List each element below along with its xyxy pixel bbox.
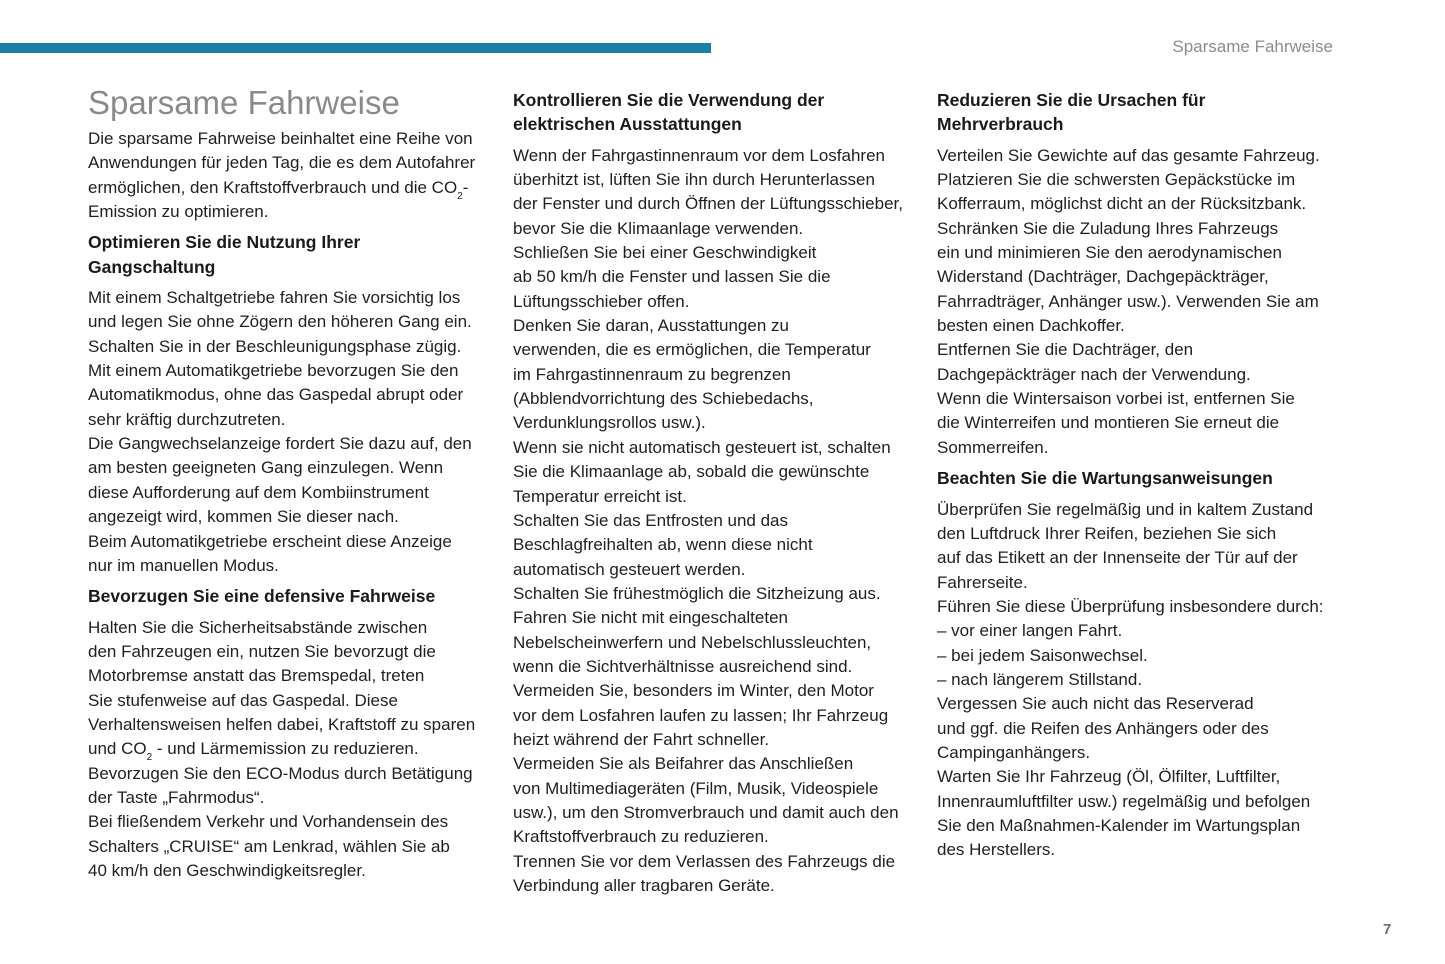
text-line: Beschlagfreihalten ab, wenn diese nicht [513, 535, 813, 555]
text-line: Fahrradträger, Anhänger usw.). Verwenden Sie am [937, 291, 1319, 311]
text-line: die Winterreifen und montieren Sie erneut die [937, 413, 1280, 433]
bullet-item: – bei jedem Saisonwechsel. [937, 645, 1148, 665]
text-line: Sie die Klimaanlage ab, sobald die gewünschte [513, 462, 870, 482]
text-line: im Fahrgastinnenraum zu begrenzen [513, 364, 791, 384]
text-line: Sommerreifen. [937, 437, 1049, 457]
text-line: nur im manuellen Modus. [88, 555, 279, 575]
page-title: Sparsame Fahrweise [88, 84, 400, 121]
text-line: Sie den Maßnahmen-Kalender im Wartungsplan [937, 815, 1301, 835]
text-line: Schalters „CRUISE“ am Lenkrad, wählen Sie ab [88, 836, 450, 856]
column-1 [88, 84, 488, 889]
text-line: Temperatur erreicht ist. [513, 486, 687, 506]
text-line: Entfernen Sie die Dachträger, den [937, 340, 1194, 360]
text-line: Wenn die Wintersaison vorbei ist, entfernen Sie [937, 389, 1295, 409]
text-line: des Herstellers. [937, 840, 1056, 860]
text-line: automatisch gesteuert werden. [513, 559, 746, 579]
text-line: Die Gangwechselanzeige fordert Sie dazu auf, den [88, 434, 472, 454]
text-line: Verhaltensweisen helfen dabei, Kraftstoff zu sparen [88, 714, 476, 734]
text-line: überhitzt ist, lüften Sie ihn durch Herunterlassen [513, 170, 875, 190]
text-line: ab 50 km/h die Fenster und lassen Sie die [513, 267, 831, 287]
text-line: Schalten Sie frühestmöglich die Sitzheizung aus. [513, 583, 881, 603]
text-line: Bevorzugen Sie den ECO-Modus durch Betätigung [88, 763, 473, 783]
text-line: sehr kräftig durchzutreten. [88, 409, 286, 429]
text-line: Trennen Sie vor dem Verlassen des Fahrzeugs die [513, 851, 896, 871]
page-number: 7 [1383, 921, 1392, 938]
text-line: (Abblendvorrichtung des Schiebedachs, [513, 389, 814, 409]
text-line: und ggf. die Reifen des Anhängers oder des [937, 718, 1269, 738]
text-line: heizt während der Fahrt schneller. [513, 729, 770, 749]
text-line: angezeigt wird, kommen Sie dieser nach. [88, 507, 399, 527]
text-line: Nebelscheinwerfern und Nebelschlussleuchten, [513, 632, 872, 652]
text-line: der Fenster und durch Öffnen der Lüftungsschieber, [513, 194, 903, 214]
wartung-paragraph [937, 498, 1337, 863]
text-line: Fahrerseite. [937, 572, 1028, 592]
bullet-item: – nach längerem Stillstand. [937, 669, 1143, 689]
text-line: Automatikmodus, ohne das Gaspedal abrupt oder [88, 385, 464, 405]
text-line: vor dem Losfahren laufen zu lassen; Ihr Fahrzeug [513, 705, 889, 725]
text-line: bevor Sie die Klimaanlage verwenden. [513, 218, 804, 238]
text-line: Mit einem Automatikgetriebe bevorzugen Sie den [88, 361, 459, 381]
text-line: Vermeiden Sie als Beifahrer das Anschließen [513, 754, 854, 774]
text-line: besten einen Dachkoffer. [937, 316, 1125, 336]
text-line: Platzieren Sie die schwersten Gepäckstücke im [937, 170, 1296, 190]
text-line: Kofferraum, möglichst dicht an der Rücksitzbank. [937, 194, 1307, 214]
text-line: verwenden, die es ermöglichen, die Temperatur [513, 340, 871, 360]
header-accent-bar [0, 43, 711, 53]
text-line: Schalten Sie das Entfrosten und das [513, 510, 789, 530]
text-line: ein und minimieren Sie den aerodynamischen [937, 243, 1282, 263]
text-line: Sie stufenweise auf das Gaspedal. Diese [88, 690, 398, 710]
text-line: Campinganhängers. [937, 742, 1091, 762]
section-heading-wartung: Beachten Sie die Wartungsanweisungen [937, 468, 1273, 489]
text-line: auf das Etikett an der Innenseite der Tür auf der [937, 548, 1298, 568]
section-heading-mehrverbrauch: Reduzieren Sie die Ursachen für Mehrverbrauch [937, 90, 1206, 135]
text-line: Lüftungsschieber offen. [513, 291, 690, 311]
text-line: Vermeiden Sie, besonders im Winter, den Motor [513, 681, 874, 701]
text-line: den Luftdruck Ihrer Reifen, beziehen Sie sich [937, 523, 1277, 543]
text-line: Schließen Sie bei einer Geschwindigkeit [513, 243, 817, 263]
text-line: Kraftstoffverbrauch zu reduzieren. [513, 827, 769, 847]
running-header: Sparsame Fahrweise [1172, 37, 1333, 56]
text-line: Vergessen Sie auch nicht das Reserverad [937, 694, 1254, 714]
gangschaltung-paragraph [88, 286, 488, 578]
text-line: der Taste „Fahrmodus“. [88, 787, 265, 807]
wartung-bullet-list [937, 619, 1337, 692]
text-line: Innenraumluftfilter usw.) regelmäßig und befolgen [937, 791, 1311, 811]
text-line: Beim Automatikgetriebe erscheint diese Anzeige [88, 531, 452, 551]
section-heading-gangschaltung: Optimieren Sie die Nutzung Ihrer Gangschaltung [88, 232, 361, 277]
text-line: Verteilen Sie Gewichte auf das gesamte Fahrzeug. [937, 145, 1320, 165]
text-line: Verbindung aller tragbaren Geräte. [513, 876, 775, 895]
text-line: Mit einem Schaltgetriebe fahren Sie vorsichtig los [88, 288, 461, 308]
bullet-item: – vor einer langen Fahrt. [937, 621, 1123, 641]
text-line: den Fahrzeugen ein, nutzen Sie bevorzugt die [88, 641, 436, 661]
text-line: Motorbremse anstatt das Bremspedal, treten [88, 666, 425, 686]
text-line: Halten Sie die Sicherheitsabstände zwischen [88, 617, 428, 637]
text-line: Bei fließendem Verkehr und Vorhandensein des [88, 812, 449, 832]
section-heading-defensive: Bevorzugen Sie eine defensive Fahrweise [88, 586, 436, 607]
mehrverbrauch-paragraph [937, 144, 1337, 460]
section-heading-elektrische-ausstattungen: Kontrollieren Sie die Verwendung der elektrischen Ausstattungen [513, 90, 825, 135]
column-2 [513, 88, 913, 904]
text-line: Denken Sie daran, Ausstattungen zu [513, 316, 789, 336]
elektrische-ausstattungen-paragraph [513, 144, 913, 899]
text-line: wenn die Sichtverhältnisse ausreichend sind. [513, 656, 853, 676]
text-line: von Multimediageräten (Film, Musik, Videospiele [513, 778, 879, 798]
intro-paragraph: Die sparsame Fahrweise beinhaltet eine Reihe von Anwendungen für jeden Tag, die es dem Autofahrer ermöglichen, den Kraftstoffverbrauch und die $CO_2-$ Emission zu optimieren. [88, 129, 476, 222]
text-line: und legen Sie ohne Zögern den höheren Gang ein. [88, 312, 472, 332]
text-line: Widerstand (Dachträger, Dachgepäckträger, [937, 267, 1269, 287]
text-line: am besten geeigneten Gang einzulegen. Wenn [88, 458, 444, 478]
text-line: Wenn sie nicht automatisch gesteuert ist, schalten [513, 437, 891, 457]
text-line: 40 km/h den Geschwindigkeitsregler. [88, 860, 366, 880]
defensive-paragraph: Halten Sie die Sicherheitsabstände zwischen den Fahrzeugen ein, nutzen Sie bevorzugt die Motorbremse anstatt das Bremspedal, treten Sie stufenweise auf das Gaspedal. Diese Verhaltensweisen helfen dabei, Kraftstoff zu sparen und $CO_2$ - und Lärmemission zu reduzieren. Bevorzugen Sie den ECO-Modus durch Betätigung der Taste „Fahrmodus“. Bei fließendem Verkehr und Vorhandensein des Schalters „CRUISE“ am Lenkrad, wählen Sie ab 40 km/h den Geschwindigkeitsregler. [88, 616, 488, 884]
text-line: Warten Sie Ihr Fahrzeug (Öl, Ölfilter, Luftfilter, [937, 767, 1281, 787]
column-3 [937, 88, 1337, 869]
text-line: Führen Sie diese Überprüfung insbesondere durch: [937, 596, 1324, 616]
text-line: diese Aufforderung auf dem Kombiinstrument [88, 482, 429, 502]
text-line: Fahren Sie nicht mit eingeschalteten [513, 608, 788, 628]
text-line: Schränken Sie die Zuladung Ihres Fahrzeugs [937, 218, 1279, 238]
text-line: usw.), um den Stromverbrauch und damit auch den [513, 802, 899, 822]
text-line: Dachgepäckträger nach der Verwendung. [937, 364, 1251, 384]
text-line: Schalten Sie in der Beschleunigungsphase zügig. [88, 336, 462, 356]
text-line: Wenn der Fahrgastinnenraum vor dem Losfahren [513, 145, 885, 165]
text-line: Verdunklungsrollos usw.). [513, 413, 706, 433]
text-line: Überprüfen Sie regelmäßig und in kaltem Zustand [937, 499, 1314, 519]
